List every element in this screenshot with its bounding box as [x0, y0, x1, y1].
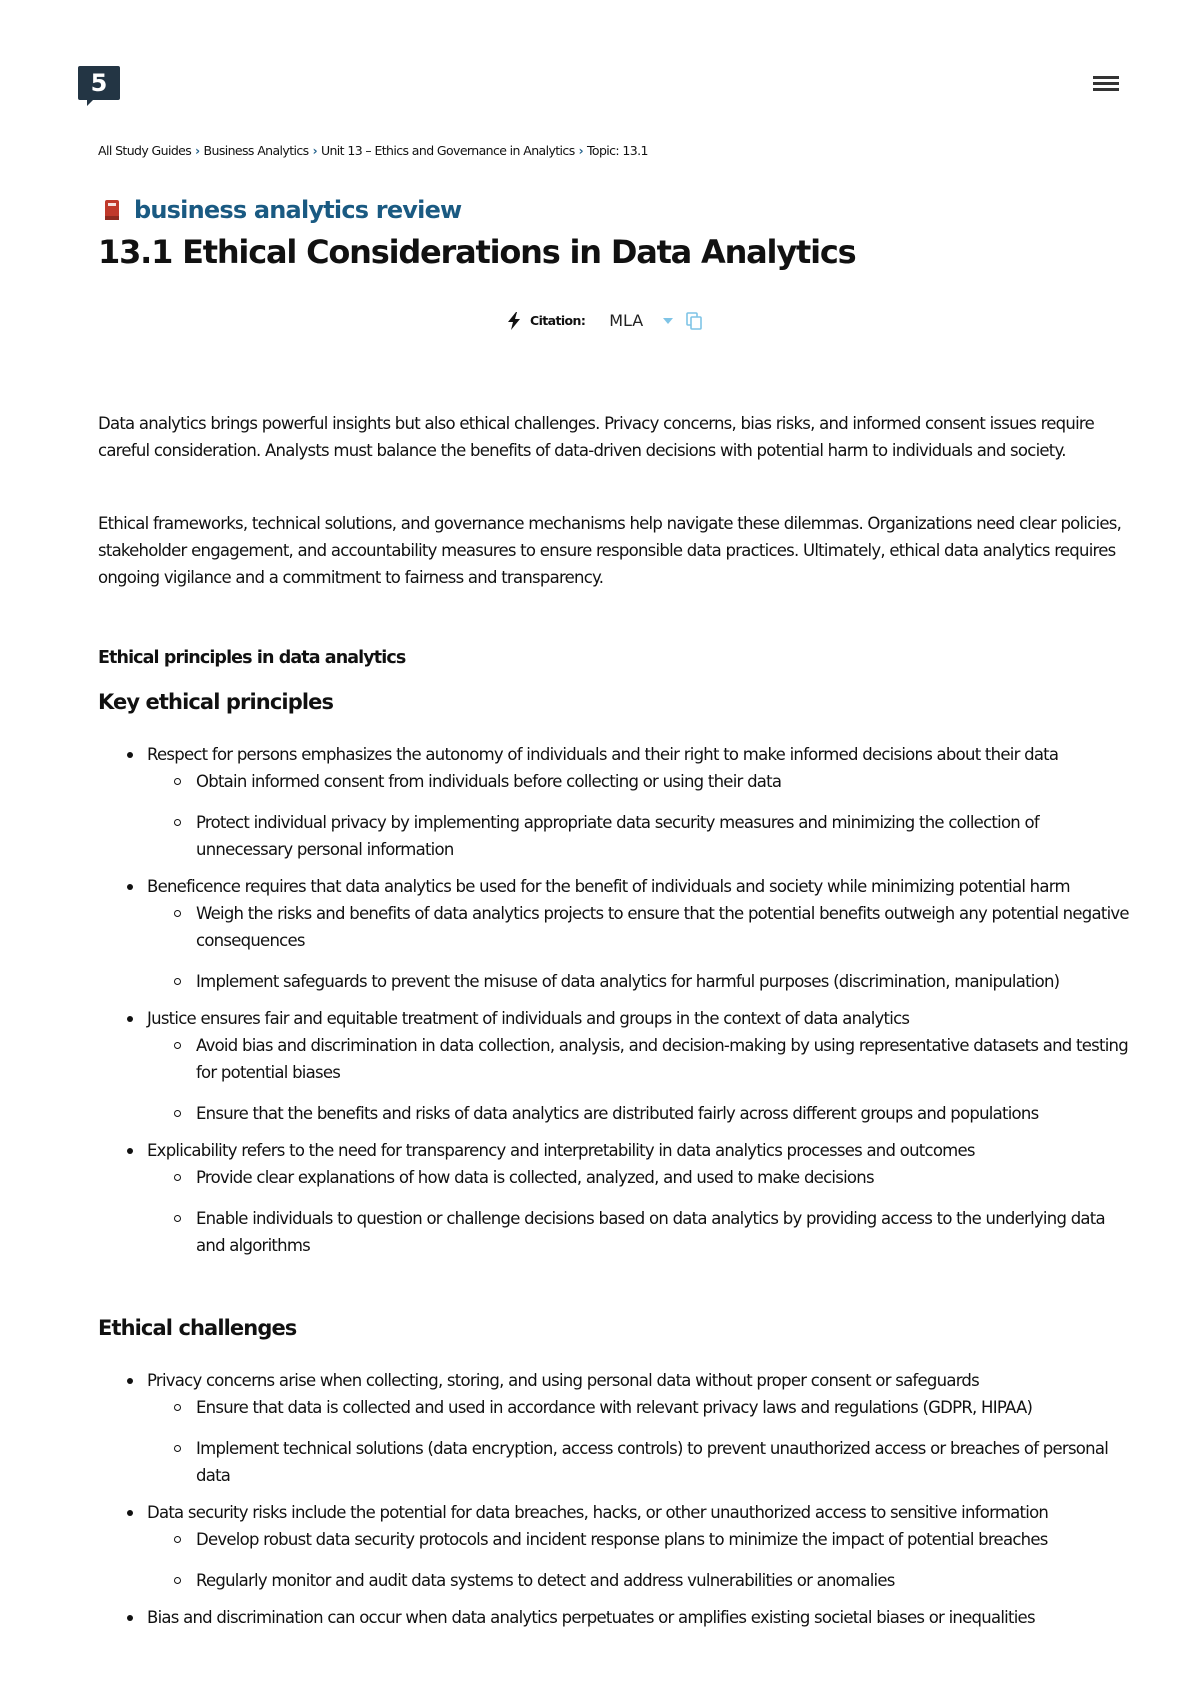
bullet-list	[125, 741, 1130, 1259]
bullet-list	[125, 1367, 1130, 1631]
list-item	[125, 741, 1130, 863]
sub-list-item: Obtain informed consent from individuals before collecting or using their data	[147, 768, 1130, 795]
list-item-text: Explicability refers to the need for transparency and interpretability in data analytics processes and outcomes	[147, 1141, 975, 1160]
breadcrumb	[98, 143, 648, 158]
book-icon	[104, 199, 120, 221]
list-item-text: Beneficence requires that data analytics be used for the benefit of individuals and society while minimizing potential harm	[147, 877, 1070, 896]
citation-label: Citation:	[530, 313, 586, 328]
sub-list-item: Ensure that data is collected and used in accordance with relevant privacy laws and regulations (GDPR, HIPAA)	[147, 1394, 1130, 1421]
list-item-text: Respect for persons emphasizes the autonomy of individuals and their right to make informed decisions about their data	[147, 745, 1059, 764]
subsection-title: Ethical challenges	[98, 1316, 297, 1340]
sub-list-item: Avoid bias and discrimination in data collection, analysis, and decision-making by using representative datasets and testing for potential biases	[147, 1032, 1130, 1086]
list-item	[125, 873, 1130, 995]
hamburger-menu-icon[interactable]	[1093, 76, 1119, 96]
citation-bar	[506, 311, 702, 330]
list-item	[125, 1499, 1130, 1594]
sub-list-item: Provide clear explanations of how data is collected, analyzed, and used to make decisions	[147, 1164, 1130, 1191]
guide-tag	[104, 196, 461, 224]
list-item-text: Justice ensures fair and equitable treatment of individuals and groups in the context of data analytics	[147, 1009, 910, 1028]
list-item	[125, 1604, 1130, 1631]
guide-name-link[interactable]: business analytics review	[134, 196, 462, 224]
sub-list-item: Ensure that the benefits and risks of data analytics are distributed fairly across different groups and populations	[147, 1100, 1130, 1127]
fiveable-logo[interactable]	[77, 64, 121, 108]
lightning-icon	[506, 312, 522, 330]
copy-icon[interactable]	[686, 312, 702, 330]
breadcrumb-business-analytics[interactable]: Business Analytics	[203, 143, 309, 158]
intro-paragraph: Data analytics brings powerful insights but also ethical challenges. Privacy concerns, bias risks, and informed consent issues require careful consideration. Analysts must balance the benefits of data-driven decisions with potential harm to individuals and society.	[98, 414, 1094, 460]
list-item-text: Privacy concerns arise when collecting, storing, and using personal data without proper consent or safeguards	[147, 1371, 980, 1390]
breadcrumb-all-study-guides[interactable]: All Study Guides	[98, 143, 192, 158]
breadcrumb-unit-13[interactable]: Unit 13 – Ethics and Governance in Analytics	[320, 143, 575, 158]
chevron-right-icon: ›	[578, 144, 583, 158]
chevron-right-icon: ›	[312, 144, 317, 158]
intro-paragraph: Ethical frameworks, technical solutions, and governance mechanisms help navigate these dilemmas. Organizations need clear policies, stakeholder engagement, and accountability measures to ensure responsible data practices. Ultimately, ethical data analytics requires ongoing vigilance and a commitment to fairness and transparency.	[98, 514, 1122, 587]
sub-list-item: Enable individuals to question or challenge decisions based on data analytics by providing access to the underlying data and algorithms	[147, 1205, 1130, 1259]
sub-list-item: Implement technical solutions (data encryption, access controls) to prevent unauthorized access or breaches of personal data	[147, 1435, 1130, 1489]
sub-list-item: Implement safeguards to prevent the misuse of data analytics for harmful purposes (discrimination, manipulation)	[147, 968, 1130, 995]
chevron-right-icon: ›	[195, 144, 200, 158]
list-item	[125, 1137, 1130, 1259]
chevron-down-icon[interactable]	[663, 317, 673, 325]
page-title: 13.1 Ethical Considerations in Data Analytics	[98, 233, 856, 271]
breadcrumb-topic[interactable]: Topic: 13.1	[586, 143, 648, 158]
sub-list-item: Develop robust data security protocols and incident response plans to minimize the impact of potential breaches	[147, 1526, 1130, 1553]
sub-list-item: Regularly monitor and audit data systems to detect and address vulnerabilities or anomalies	[147, 1567, 1130, 1594]
list-item	[125, 1005, 1130, 1127]
sub-list-item: Protect individual privacy by implementing appropriate data security measures and minimizing the collection of unnecessary personal information	[147, 809, 1130, 863]
logo-text: 5	[90, 69, 108, 97]
sub-list-item: Weigh the risks and benefits of data analytics projects to ensure that the potential benefits outweigh any potential negative consequences	[147, 900, 1130, 954]
list-item	[125, 1367, 1130, 1489]
subsection-title: Key ethical principles	[98, 690, 334, 714]
list-item-text: Data security risks include the potential for data breaches, hacks, or other unauthorized access to sensitive information	[147, 1503, 1049, 1522]
section-title: Ethical principles in data analytics	[98, 648, 406, 668]
citation-style-select[interactable]: MLA	[609, 311, 644, 330]
list-item-text: Bias and discrimination can occur when data analytics perpetuates or amplifies existing societal biases or inequalities	[147, 1608, 1035, 1627]
